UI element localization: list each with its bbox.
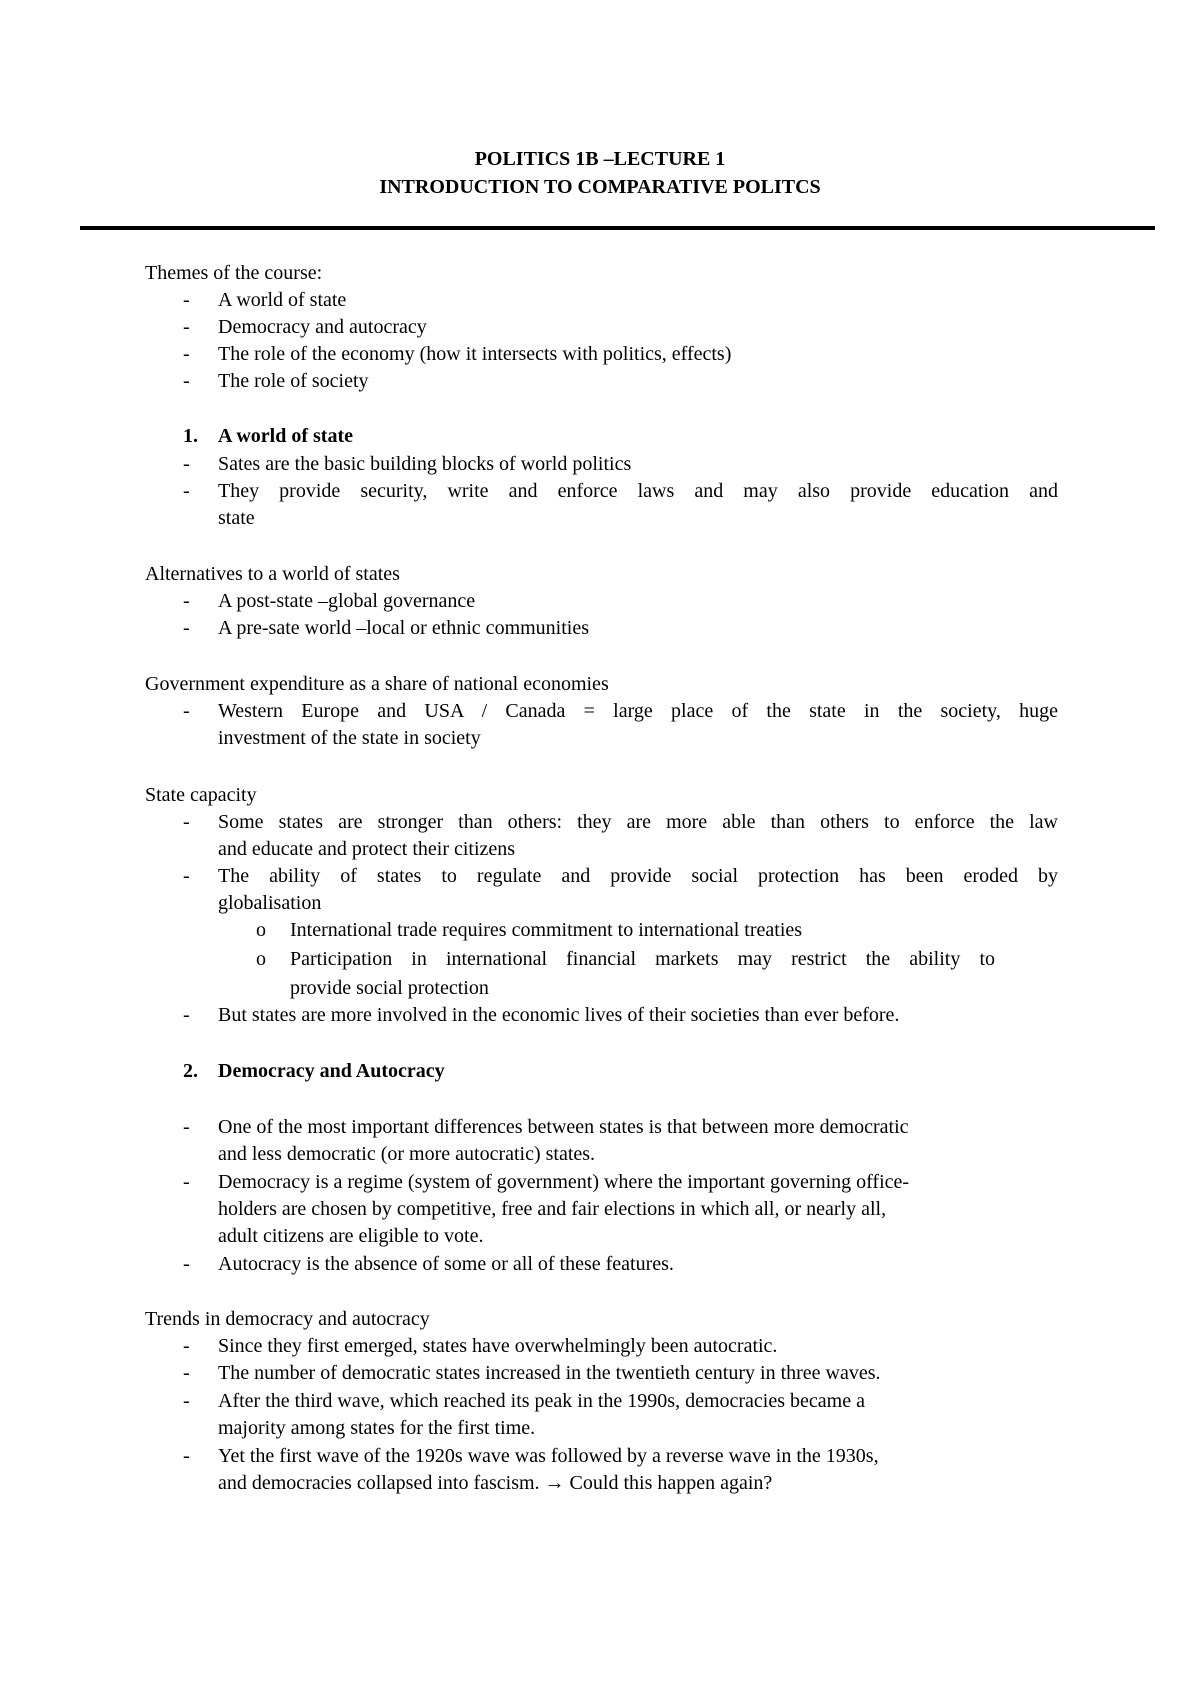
expenditure-bullet: Western Europe and USA / Canada = large place of the state in the society, huge [218, 700, 1058, 722]
bullet-dash: - [183, 1253, 190, 1275]
capacity-heading: State capacity [145, 784, 257, 806]
document-title: POLITICS 1B –LECTURE 1 [474, 148, 726, 170]
themes-item: Democracy and autocracy [218, 316, 427, 338]
section1-bullet-cont: state [218, 507, 255, 529]
section2-bullet: One of the most important differences between states is that between more democratic [218, 1116, 909, 1138]
bullet-dash: - [183, 480, 190, 502]
bullet-dash: - [183, 700, 190, 722]
themes-item: The role of the economy (how it intersects with politics, effects) [218, 343, 732, 365]
title-divider [80, 226, 1155, 230]
bullet-dash: - [183, 1390, 190, 1412]
section1-bullet: They provide security, write and enforce laws and may also provide education and [218, 480, 1058, 502]
trends-bullet: Yet the first wave of the 1920s wave was followed by a reverse wave in the 1930s, [218, 1445, 879, 1467]
capacity-subbullet-cont: provide social protection [290, 977, 489, 999]
bullet-dash: - [183, 811, 190, 833]
bullet-dash: - [183, 865, 190, 887]
section2-bullet-cont: holders are chosen by competitive, free and fair elections in which all, or nearly all, [218, 1198, 887, 1220]
section2-bullet-cont: adult citizens are eligible to vote. [218, 1225, 484, 1247]
bullet-dash: - [183, 590, 190, 612]
bullet-dash: - [183, 316, 190, 338]
section1-title: A world of state [218, 425, 353, 447]
capacity-subbullet: Participation in international financial markets may restrict the ability to [290, 948, 995, 970]
sub-bullet-circle: o [256, 948, 266, 970]
capacity-bullet: The ability of states to regulate and provide social protection has been eroded by [218, 865, 1058, 887]
section2-title: Democracy and Autocracy [218, 1060, 445, 1082]
section2-number: 2. [183, 1060, 198, 1082]
bullet-dash: - [183, 617, 190, 639]
bullet-dash: - [183, 289, 190, 311]
trends-bullet-cont: majority among states for the first time. [218, 1417, 536, 1439]
capacity-bullet: Some states are stronger than others: they are more able than others to enforce the law [218, 811, 1058, 833]
capacity-subbullet: International trade requires commitment to international treaties [290, 919, 803, 941]
trends-bullet-cont: and democracies collapsed into fascism. → Could this happen again? [218, 1472, 773, 1494]
trends-bullet: The number of democratic states increased in the twentieth century in three waves. [218, 1362, 881, 1384]
expenditure-bullet-cont: investment of the state in society [218, 727, 481, 749]
section2-bullet: Democracy is a regime (system of government) where the important governing office- [218, 1171, 910, 1193]
themes-item: A world of state [218, 289, 347, 311]
trends-bullet: Since they first emerged, states have overwhelmingly been autocratic. [218, 1335, 778, 1357]
section1-number: 1. [183, 425, 198, 447]
bullet-dash: - [183, 453, 190, 475]
bullet-dash: - [183, 370, 190, 392]
bullet-dash: - [183, 1445, 190, 1467]
trends-bullet: After the third wave, which reached its peak in the 1990s, democracies became a [218, 1390, 865, 1412]
document-subtitle: INTRODUCTION TO COMPARATIVE POLITCS [379, 176, 821, 198]
themes-heading: Themes of the course: [145, 262, 323, 284]
themes-item: The role of society [218, 370, 369, 392]
capacity-bullet-cont: and educate and protect their citizens [218, 838, 516, 860]
section1-bullet: Sates are the basic building blocks of world politics [218, 453, 632, 475]
bullet-dash: - [183, 1335, 190, 1357]
section2-bullet-cont: and less democratic (or more autocratic) states. [218, 1143, 596, 1165]
capacity-bullet: But states are more involved in the economic lives of their societies than ever before. [218, 1004, 900, 1026]
trends-heading: Trends in democracy and autocracy [145, 1308, 430, 1330]
alternatives-heading: Alternatives to a world of states [145, 563, 400, 585]
bullet-dash: - [183, 1004, 190, 1026]
alternatives-item: A post-state –global governance [218, 590, 476, 612]
bullet-dash: - [183, 1171, 190, 1193]
capacity-bullet-cont: globalisation [218, 892, 322, 914]
expenditure-heading: Government expenditure as a share of national economies [145, 673, 609, 695]
section2-bullet: Autocracy is the absence of some or all of these features. [218, 1253, 674, 1275]
bullet-dash: - [183, 343, 190, 365]
sub-bullet-circle: o [256, 919, 266, 941]
bullet-dash: - [183, 1116, 190, 1138]
alternatives-item: A pre-sate world –local or ethnic communities [218, 617, 590, 639]
bullet-dash: - [183, 1362, 190, 1384]
